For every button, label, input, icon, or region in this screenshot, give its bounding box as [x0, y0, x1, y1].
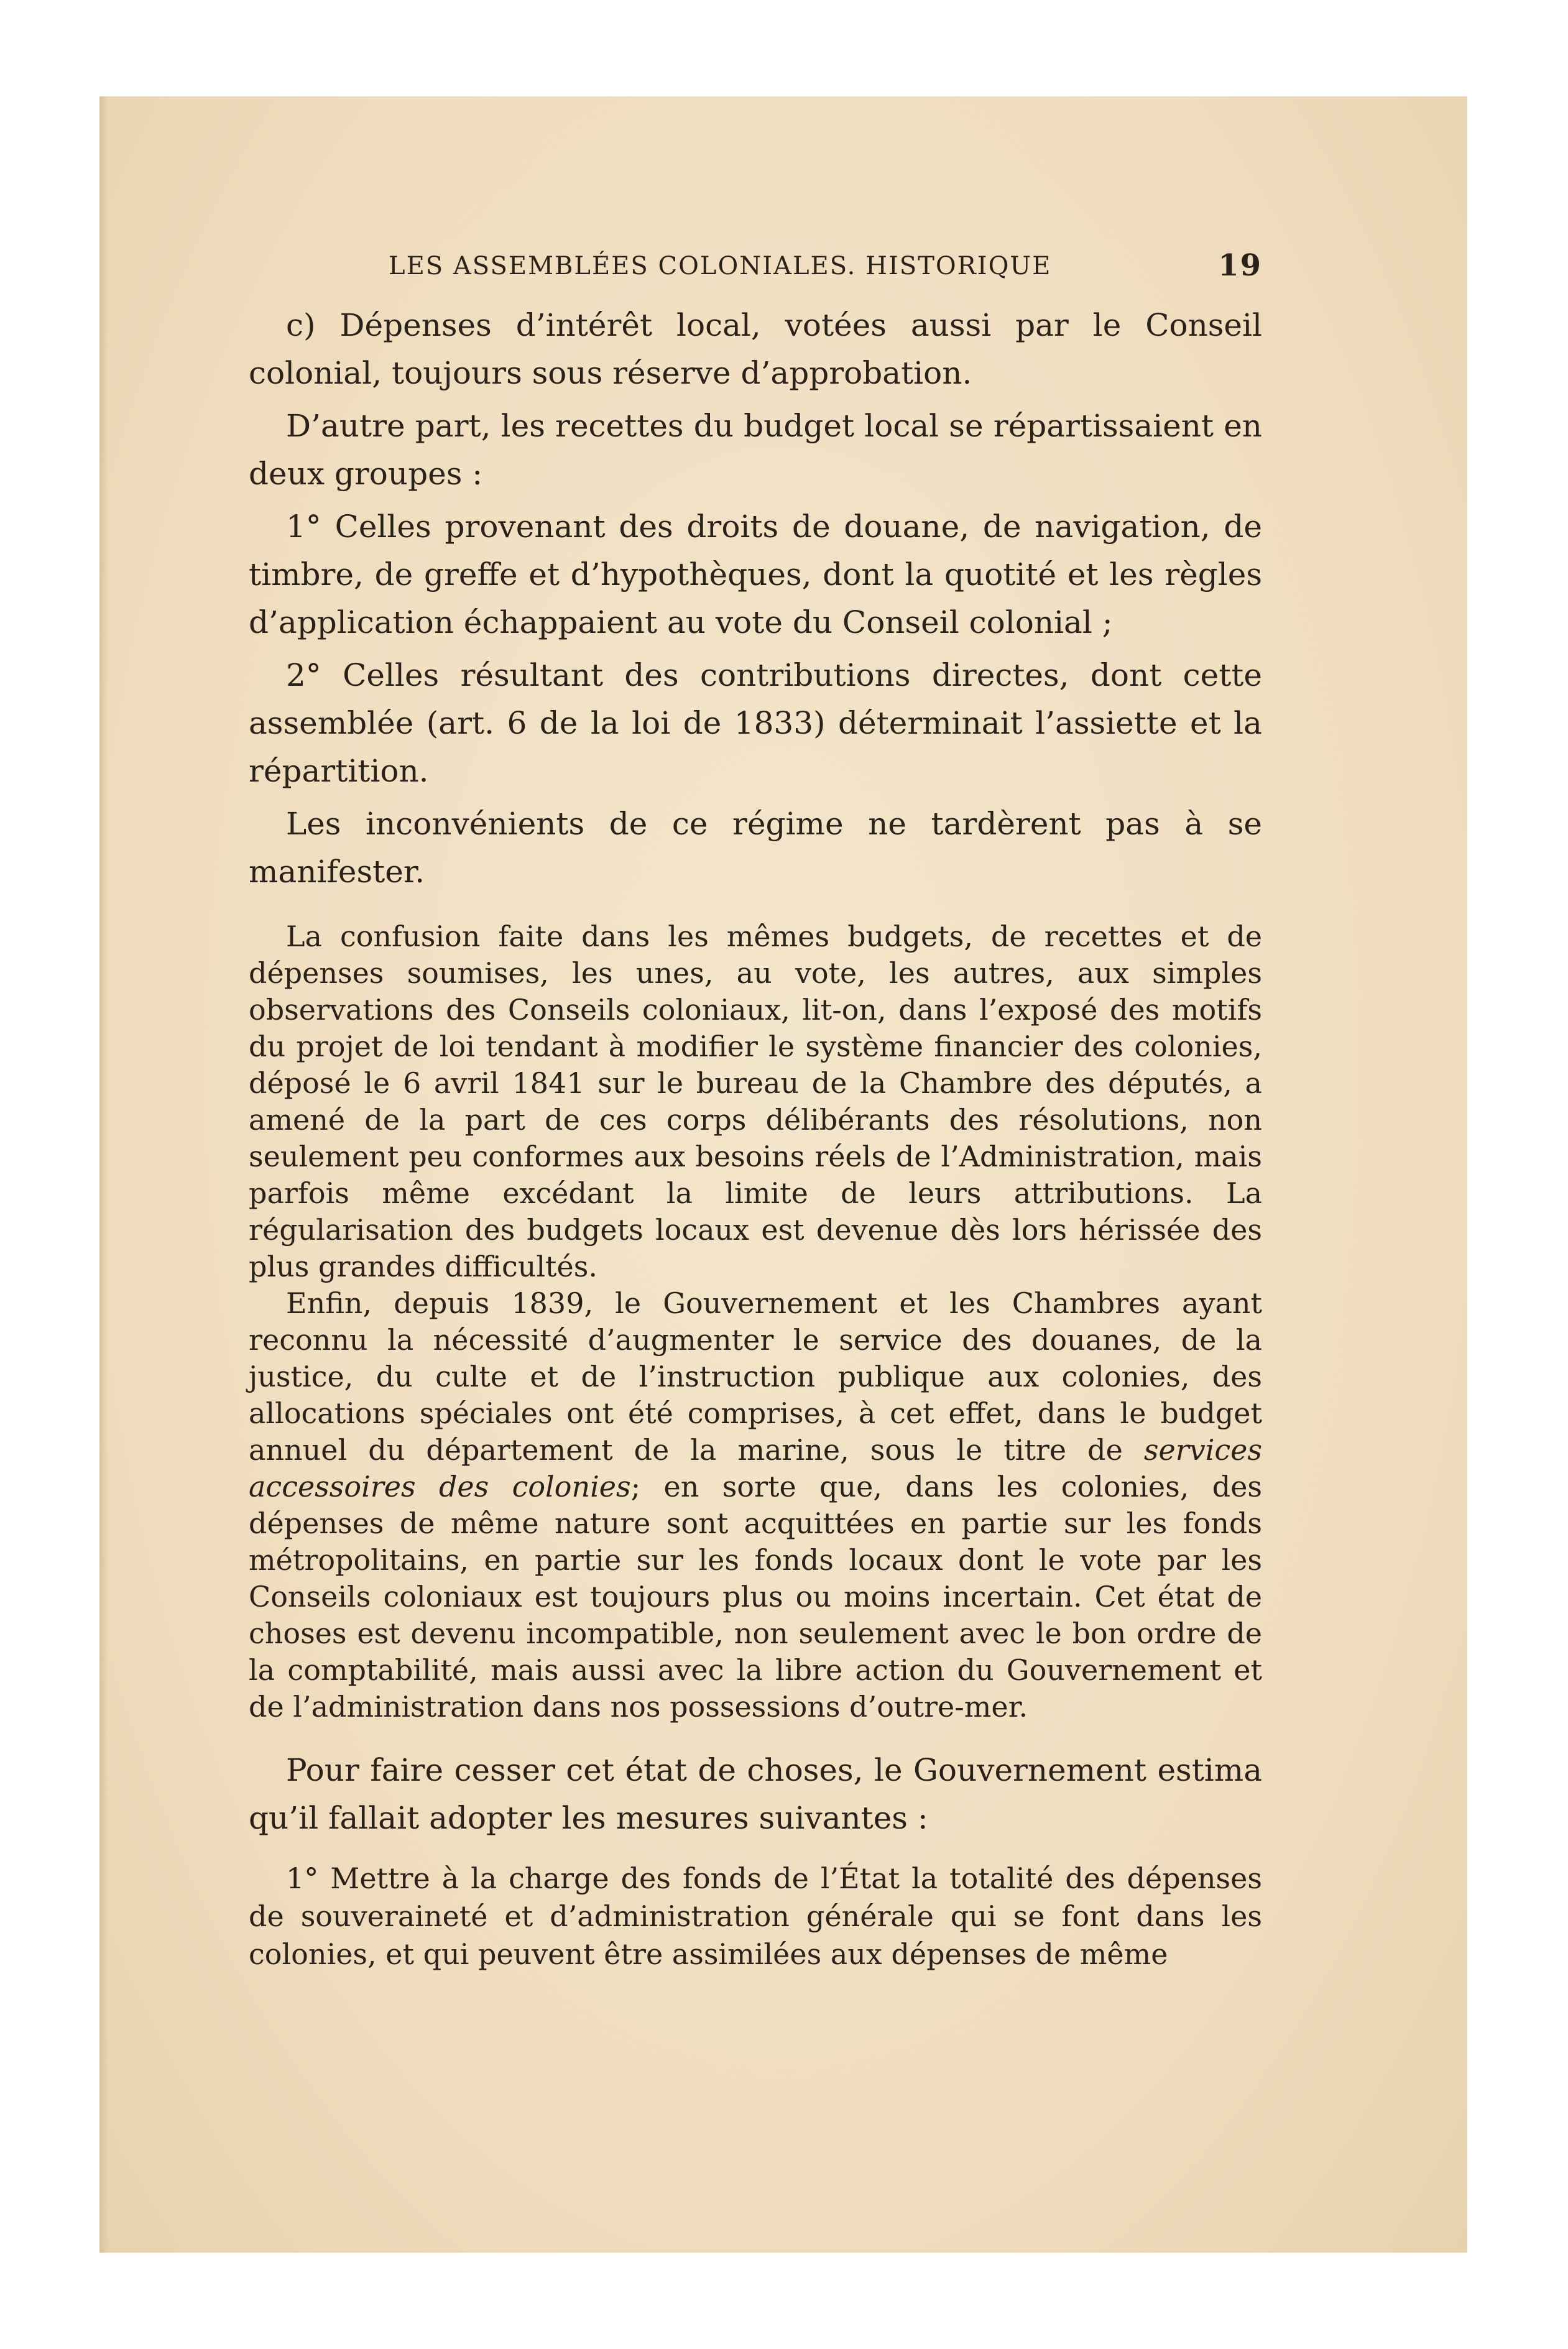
paragraph-item-c: c) Dépenses d’intérêt local, votées aussi par le Conseil colonial, toujours sous réserve d’approbation. — [249, 307, 1262, 391]
quote-p2-after: ; en sorte que, dans les colonies, des dépenses de même nature sont acquittées en partie sur les fonds métropolitains, en partie sur les fonds locaux dont le vote par les Conseils coloniaux est toujours plus ou moins incertain. Cet état de choses est devenu incompatible, non seulement avec le bon ordre de la comptabilité, mais aussi avec la libre action du Gouvernement et de l’administration dans nos possessions d’outre-mer. — [249, 1470, 1262, 1724]
quote-paragraph-2 — [249, 1285, 1262, 1725]
paragraph-group-2: 2° Celles résultant des contributions directes, dont cette assemblée (art. 6 de la loi de 1833) déterminait l’assiette et la répartition. — [249, 657, 1262, 789]
paragraph-inconveniences: Les inconvénients de ce régime ne tardèrent pas à se manifester. — [249, 806, 1262, 890]
paragraph-receipts-intro: D’autre part, les recettes du budget local se répartissaient en deux groupes : — [249, 408, 1262, 492]
paragraph-measures: Pour faire cesser cet état de choses, le Gouvernement estima qu’il fallait adopter les mesures suivantes : — [249, 1752, 1262, 1836]
body-section — [249, 302, 1262, 896]
scanned-page — [99, 96, 1467, 2253]
quoted-expose — [249, 918, 1262, 1725]
quote-p2-before: Enfin, depuis 1839, le Gouvernement et les Chambres ayant reconnu la nécessité d’augmenter le service des douanes, de la justice, du culte et de l’instruction publique aux colonies, des allocations spéciales ont été comprises, à cet effet, dans le budget annuel du département de la marine, sous le titre de — [249, 1286, 1262, 1467]
page-text — [249, 248, 1263, 1973]
quote-p2-italic: services accessoires des colonies — [249, 1433, 1263, 1503]
running-title: LES ASSEMBLÉES COLONIALES. HISTORIQUE — [389, 252, 1052, 280]
quote-paragraph-1: La confusion faite dans les mêmes budgets, de recettes et de dépenses soumises, les unes, au vote, les autres, aux simples observations des Conseils coloniaux, lit-on, dans l’exposé des motifs du projet de loi tendant à modifier le système financier des colonies, déposé le 6 avril 1841 sur le bureau de la Chambre des députés, a amené de la part de ces corps délibérants des résolutions, non seulement peu conformes aux besoins réels de l’Administration, mais parfois même excédant la limite de leurs attributions. La régularisation des budgets locaux est devenue dès lors hérissée des plus grandes difficultés. — [249, 920, 1262, 1283]
paragraph-measure-1: 1° Mettre à la charge des fonds de l’État la totalité des dépenses de souveraineté et d’administration générale qui se font dans les colonies, et qui peuvent être assimilées aux dépenses de même — [249, 1862, 1262, 1971]
page-number: 19 — [1218, 248, 1262, 283]
paragraph-group-1: 1° Celles provenant des droits de douane, de navigation, de timbre, de greffe et d’hypothèques, dont la quotité et les règles d’application échappaient au vote du Conseil colonial ; — [249, 509, 1262, 640]
measures-section — [249, 1747, 1262, 1842]
running-head — [249, 248, 1262, 302]
final-section — [249, 1860, 1262, 1973]
